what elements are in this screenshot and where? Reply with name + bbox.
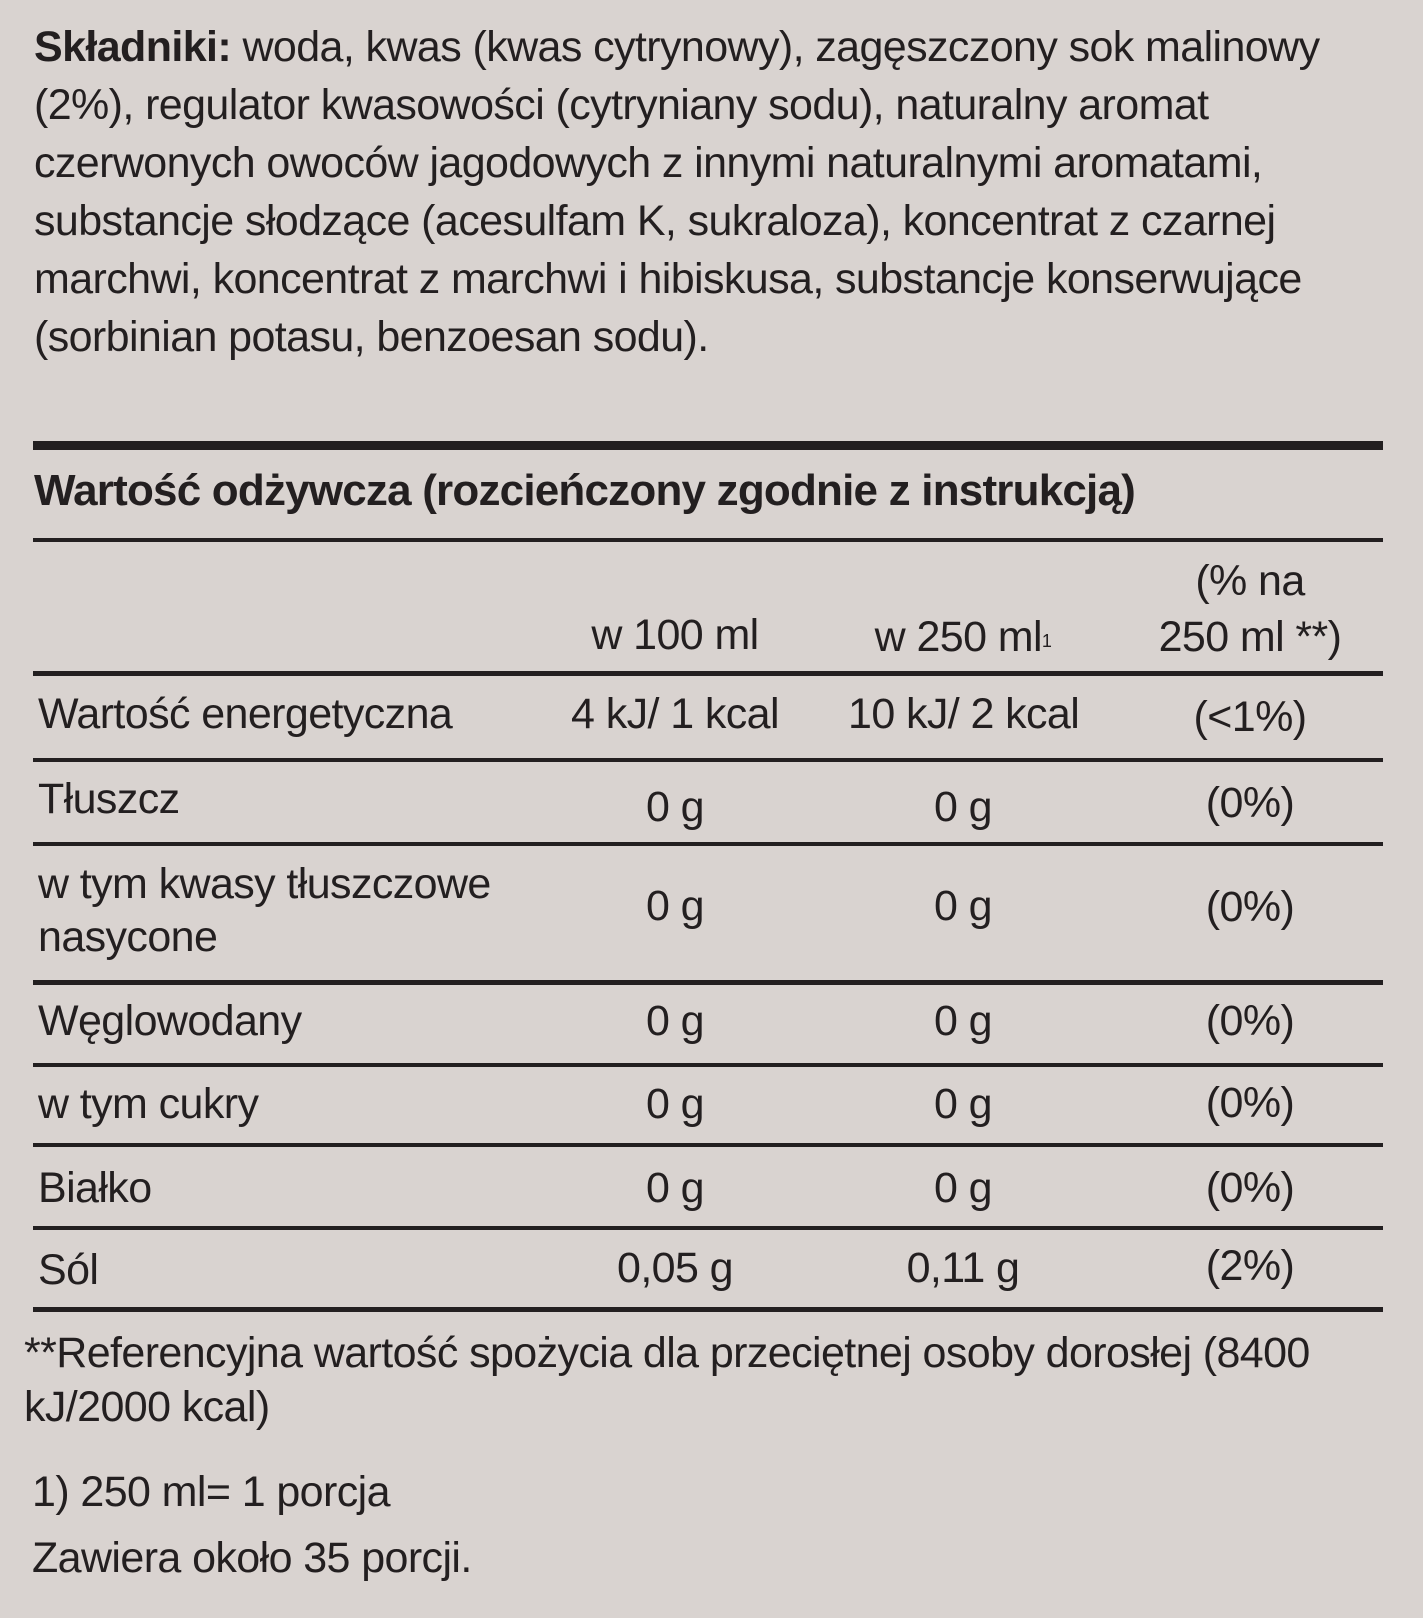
header-percent-line2: 250 ml **) [1158,613,1342,661]
row-fat-pct: (0%) [1205,779,1295,827]
row-sugars-per100: 0 g [646,1080,704,1128]
row-protein-pct: (0%) [1205,1164,1295,1212]
divider [33,538,1383,542]
row-fat-name: Tłuszcz [38,775,180,823]
row-saturated-per250: 0 g [934,882,992,930]
row-sugars-name: w tym cukry [38,1080,259,1128]
row-carbs-per100: 0 g [646,997,704,1045]
row-salt-pct: (2%) [1205,1242,1295,1290]
row-carbs-per250: 0 g [934,997,992,1045]
servings-note: Zawiera około 35 porcji. [32,1534,472,1582]
row-salt-per250: 0,11 g [906,1244,1020,1292]
header-per-250ml-text: w 250 ml [874,613,1042,661]
row-sugars-per250: 0 g [934,1080,992,1128]
footnote-mark: 1 [1041,631,1052,651]
row-protein-per100: 0 g [646,1164,704,1212]
divider [33,1307,1383,1312]
ingredients-paragraph [34,18,1404,366]
row-energy-per250: 10 kJ/ 2 kcal [848,690,1080,738]
header-percent-line1: (% na [1195,557,1305,605]
row-fat-per250: 0 g [934,783,992,831]
row-protein-per250: 0 g [934,1164,992,1212]
row-carbs-name: Węglowodany [38,997,302,1045]
row-saturated-per100: 0 g [646,882,704,930]
divider [33,671,1383,676]
ingredients-text: woda, kwas (kwas cytrynowy), zagęszczony sok malinowy (2%), regulator kwasowości (cytryniany sodu), naturalny aromat czerwonych owoców jagodowych z innymi naturalnymi aromatami, substancje słodzące (acesulfam K, sukraloza), koncentrat z czarnej marchwi, koncentrat z marchwi i hibiskusa, substancje konserwujące (sorbinian potasu, benzoesan sodu). [34,23,1320,361]
row-energy-pct: (<1%) [1193,693,1307,741]
reference-intake-footnote: **Referencyjna wartość spożycia dla przeciętnej osoby dorosłej (8400 kJ/2000 kcal) [24,1329,1310,1431]
row-saturated-pct: (0%) [1205,883,1295,931]
header-per-250ml [848,612,1078,662]
divider [33,1143,1383,1147]
divider [33,1226,1383,1230]
row-fat-per100: 0 g [646,783,704,831]
row-sugars-pct: (0%) [1205,1079,1295,1127]
divider [33,758,1383,762]
row-saturated-name-line2: nasycone [38,913,218,961]
row-protein-name: Białko [38,1164,152,1212]
divider [33,1063,1383,1067]
divider-thick [33,441,1383,450]
row-carbs-pct: (0%) [1205,997,1295,1045]
nutrition-title: Wartość odżywcza (rozcieńczony zgodnie z instrukcją) [34,466,1135,515]
row-saturated-name-line1: w tym kwasy tłuszczowe [38,860,491,908]
row-energy-name: Wartość energetyczna [38,690,453,738]
row-salt-per100: 0,05 g [617,1244,733,1292]
portion-footnote: 1) 250 ml= 1 porcja [32,1468,390,1516]
divider [33,842,1383,846]
header-per-100ml: w 100 ml [591,611,759,659]
row-salt-name: Sól [38,1246,99,1294]
ingredients-label: Składniki: [34,23,232,71]
divider [33,980,1383,985]
row-energy-per100: 4 kJ/ 1 kcal [571,690,779,738]
